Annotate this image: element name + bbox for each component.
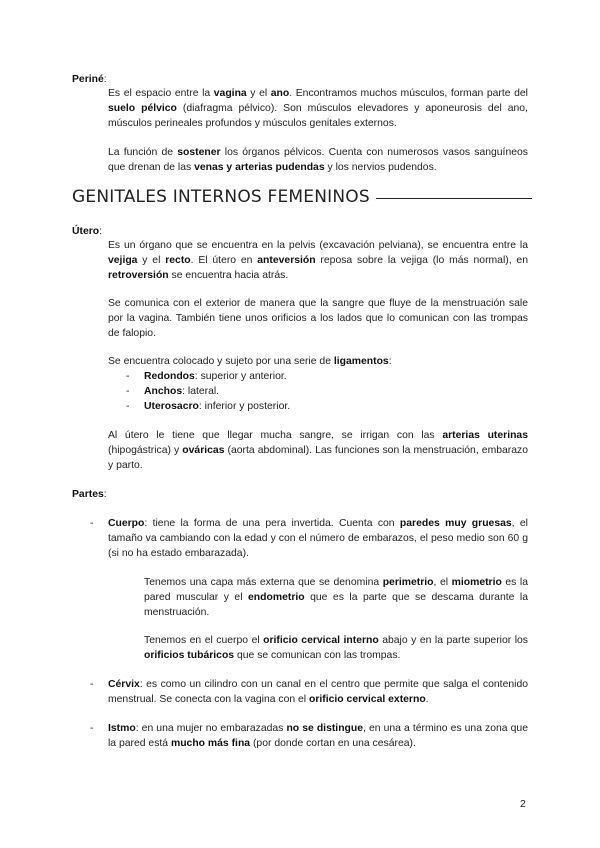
utero-paragraph-1: Es un órgano que se encuentra en la pelvis (excavación pelviana), se encuentra entre la vejiga y el recto. El útero en anteversión reposa sobre la vejiga (lo más normal), en retroversión se encuentra hacia atrás.: [108, 240, 528, 281]
utero-paragraph-4: Al útero le tiene que llegar mucha sangre, se irrigan con las arterias uterinas (hipogástrica) y ováricas (aorta abdominal). Las funciones son la menstruación, embarazo y parto.: [108, 430, 529, 471]
cuerpo-subparagraph-2: Tenemos en el cuerpo el orificio cervical interno abajo y en la parte superior los orificios tubáricos que se comunican con las trompas.: [144, 635, 528, 661]
page-number: 2: [520, 799, 526, 810]
cuerpo-subparagraph-1: Tenemos una capa más externa que se denomina perimetrio, el miometrio es la pared muscular y el endometrio que es la parte que se descama durante la menstruación.: [144, 577, 529, 618]
istmo-paragraph: Istmo: en una mujer no embarazadas no se distingue, en una a término es una zona que la pared está mucho más fina (por donde cortan en una cesárea).: [108, 723, 528, 749]
perine-paragraph-2: La función de sostener los órganos pélvicos. Cuenta con numerosos vasos sanguíneos que drenan de las venas y arterias pudendas y los nervios pudendos.: [108, 147, 528, 173]
section-heading: GENITALES INTERNOS FEMENINOS: [72, 186, 532, 208]
partes-label: Partes:: [72, 489, 107, 500]
cervix-bullet: -: [90, 679, 94, 690]
utero-label: Útero:: [72, 226, 103, 237]
istmo-bullet: -: [90, 723, 94, 734]
perine-paragraph-1: Es el espacio entre la vagina y el ano. Encontramos muchos músculos, forman parte del suelo pélvico (diafragma pélvico). Son músculos elevadores y aponeurosis del ano, músculos perineales profundos y músculos genitales externos.: [108, 88, 528, 129]
cuerpo-paragraph: Cuerpo: tiene la forma de una pera invertida. Cuenta con paredes muy gruesas, el tamaño va cambiando con la edad y con el número de embarazos, el peso medio son 60 g (si no ha estado embarazada).: [108, 518, 528, 559]
heading-rule: [376, 198, 532, 199]
utero-paragraph-2: Se comunica con el exterior de manera que la sangre que fluye de la menstruación sale por la vagina. También tiene unos orificios a los lados que lo comunican con las trompas de falopio.: [108, 298, 528, 339]
cuerpo-bullet: -: [90, 518, 94, 529]
ligamentos-list: [126, 369, 290, 414]
ligamento-item: - Uterosacro: inferior y posterior.: [126, 401, 291, 412]
utero-paragraph-3: Se encuentra colocado y sujeto por una serie de ligamentos:: [108, 356, 392, 367]
cervix-paragraph: Cérvix: es como un cilindro con un canal en el centro que permite que salga el contenido menstrual. Se conecta con la vagina con el orificio cervical externo.: [108, 679, 528, 705]
ligamento-item: - Redondos: superior y anterior.: [126, 371, 287, 382]
ligamento-item: - Anchos: lateral.: [126, 386, 220, 397]
perine-label: Periné:: [72, 74, 107, 85]
